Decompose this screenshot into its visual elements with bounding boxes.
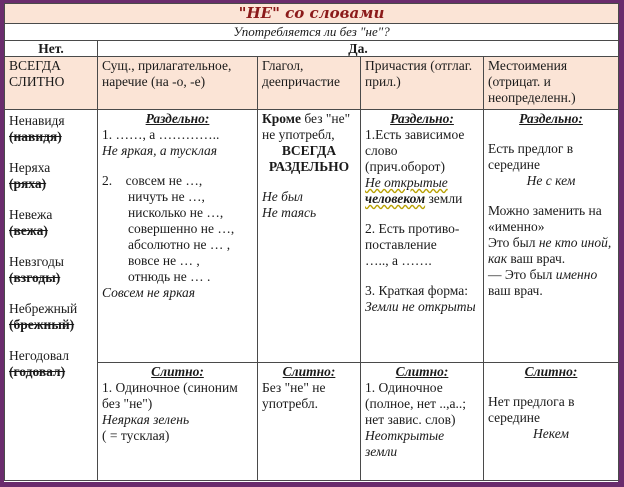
rule-text: 1. ……, а ………….. [102, 127, 220, 142]
column-header-participle: Причастия (отглаг. прил.) [361, 57, 484, 110]
verb-separate-cell [258, 110, 361, 363]
answer-no: Нет. [5, 41, 98, 57]
example-text: Неяркая зелень [102, 412, 190, 427]
always-together-cell [5, 110, 98, 481]
rule-item: совершенно не …, [128, 221, 235, 236]
word-example: Невзгоды (взгоды) [9, 254, 64, 285]
example-text: Не открытые человеком земли [365, 175, 463, 206]
rule-text: Без "не" не употребл. [262, 380, 326, 411]
column-header-pronoun: Местоимения (отрицат. и неопределенн.) [484, 57, 619, 110]
word-example: Ненавидя (навидя) [9, 113, 65, 144]
pronoun-together-cell [484, 363, 619, 481]
table-title: "НЕ" со словами [5, 4, 619, 24]
example-text: Не был [262, 189, 303, 204]
together-heading: Слитно: [395, 364, 449, 379]
rule-text: 1.Есть зависимое слово (прич.оборот) [365, 127, 465, 174]
rule-text: Кроме без "не" не употребл, [262, 111, 351, 142]
rule-item: нисколько не …, [128, 205, 224, 220]
example-text: Не яркая, а тусклая [102, 143, 218, 158]
rule-text: ….., а ……. [365, 253, 432, 268]
example-text: Некем [533, 426, 570, 441]
together-heading: Слитно: [282, 364, 336, 379]
verb-together-cell [258, 363, 361, 481]
word-example: Негодовал (годовал) [9, 348, 69, 379]
together-heading: Слитно: [151, 364, 204, 379]
participle-together-cell [361, 363, 484, 481]
rule-text: 2. совсем не …, [102, 173, 203, 188]
word-example: Невежа (вежа) [9, 207, 53, 238]
participle-separate-cell [361, 110, 484, 363]
emphasis-text: ВСЕГДА РАЗДЕЛЬНО [268, 143, 350, 174]
document-frame [4, 3, 618, 482]
column-header-always-together: ВСЕГДА СЛИТНО [5, 57, 98, 110]
rule-text: Можно заменить на «именно» [488, 203, 602, 234]
rule-item: ничуть не …, [128, 189, 205, 204]
example-text: Не с кем [526, 173, 576, 188]
separate-heading: Раздельно: [390, 111, 454, 126]
example-text: Не таясь [262, 205, 317, 220]
rule-item: вовсе не … , [128, 253, 200, 268]
rule-text: 2. Есть противо-поставление [365, 221, 460, 252]
note-text: ( = тусклая) [102, 428, 170, 443]
word-example: Неряха (ряха) [9, 160, 51, 191]
answer-yes: Да. [98, 41, 619, 57]
separate-heading: Раздельно: [145, 111, 210, 126]
rule-text: 1. Одиночное (синоним без "не") [102, 380, 238, 411]
rules-table [4, 3, 619, 481]
example-text: — Это был именно ваш врач. [488, 267, 598, 298]
table-subtitle: Употребляется ли без "не"? [5, 24, 619, 41]
rule-text: Есть предлог в середине [488, 141, 574, 172]
noun-together-cell [98, 363, 258, 481]
rule-item: отнюдь не … . [128, 269, 211, 284]
column-header-noun: Сущ., прилагательное, наречие (на -о, -е) [98, 57, 258, 110]
example-text: Это был не кто иной, как ваш врач. [488, 235, 612, 266]
pronoun-separate-cell [484, 110, 619, 363]
noun-separate-cell [98, 110, 258, 363]
word-example: Небрежный (брежный) [9, 301, 78, 332]
rule-text: 3. Краткая форма: [365, 283, 468, 298]
example-text: Земли не открыты [365, 299, 476, 314]
rule-text: Нет предлога в середине [488, 394, 575, 425]
column-header-verb: Глагол, деепричастие [258, 57, 361, 110]
example-text: Совсем не яркая [102, 285, 196, 300]
example-text: Неоткрытые земли [365, 428, 445, 459]
rule-item: абсолютно не … , [128, 237, 231, 252]
rule-text: 1. Одиночное (полное, нет ..,а..; нет завис. слов) [365, 380, 467, 427]
separate-heading: Раздельно: [519, 111, 583, 126]
together-heading: Слитно: [524, 364, 578, 379]
